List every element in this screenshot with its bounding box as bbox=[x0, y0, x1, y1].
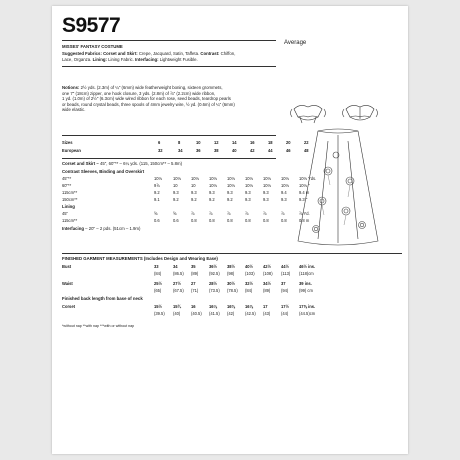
measure-cell: (42.5) bbox=[245, 311, 256, 316]
yardage-cell: 10⅛ bbox=[227, 183, 235, 188]
divider bbox=[62, 66, 276, 67]
size-cell: 6 bbox=[158, 140, 161, 145]
notions-line: one 7" (18cm) zipper, one hook closure, 3 yds. (2.8m) of ⅞" (2.2cm) wide ribbon, bbox=[62, 90, 216, 96]
corset-skirt-label: Corset and Skirt – bbox=[62, 161, 99, 166]
notions-line: wide elastic. bbox=[62, 107, 86, 113]
yardage-cell: 9.3 " bbox=[299, 197, 308, 202]
yardage-cell: ⅞ bbox=[209, 211, 213, 216]
interfacing-text: Lightweight Fusible. bbox=[158, 56, 198, 62]
interfacing-label: Interfacing: bbox=[133, 56, 159, 62]
measure-cell: (44) bbox=[281, 311, 289, 316]
yardage-cell: 0.8 bbox=[263, 218, 269, 223]
yardage-cell: ⅞ bbox=[227, 211, 231, 216]
measure-cell: 44½ bbox=[281, 264, 289, 269]
size-cell: 10 bbox=[196, 140, 201, 145]
yardage-cell: ⅞ bbox=[191, 211, 195, 216]
yardage-cell: 9.2 bbox=[173, 197, 179, 202]
yardage-cell: 10⅛ bbox=[209, 176, 217, 181]
notions bbox=[62, 85, 278, 113]
yardage-cell: 0.8 bbox=[191, 218, 197, 223]
yardage-cell: 10⅛ " bbox=[299, 183, 310, 188]
measure-cell: (113) bbox=[281, 271, 291, 276]
measure-cell: (98) bbox=[227, 271, 235, 276]
size-cell: 48 bbox=[304, 148, 309, 153]
row-label: 45"** bbox=[62, 176, 72, 181]
measure-cell: (86.5) bbox=[173, 271, 184, 276]
measure-cell: 16⅛ bbox=[209, 304, 217, 309]
yardage-cell: 9.4 bbox=[281, 190, 287, 195]
pattern-number: S9577 bbox=[62, 14, 121, 37]
footnote: *without nap **with nap ***with or without nap bbox=[62, 324, 135, 328]
measure-cell: 16⅜ bbox=[227, 304, 235, 309]
yardage-cell: 0.6 bbox=[173, 218, 179, 223]
bust-label: Bust bbox=[62, 264, 72, 269]
size-cell: 20 bbox=[286, 140, 291, 145]
measure-cell: (84) bbox=[154, 271, 162, 276]
pattern-title: MISSES' FANTASY COSTUME bbox=[62, 44, 123, 49]
yardage-cell: 9.2 bbox=[191, 197, 197, 202]
measure-cell: (118)cm bbox=[299, 271, 314, 276]
yardage-cell: 0.8 bbox=[281, 218, 287, 223]
divider bbox=[62, 253, 402, 254]
yardage-cell: 9.3 bbox=[209, 190, 215, 195]
notions-line: or beads, round crystal beads, three spools of 4mm jewelry wire, ½ yd. (0.6m) of ¼" (6mm) bbox=[62, 101, 235, 107]
measure-cell: (44.5)cm bbox=[299, 311, 316, 316]
measure-cell: 33 bbox=[154, 264, 159, 269]
measure-cell: (39.5) bbox=[154, 311, 165, 316]
yardage-cell: 10⅛ bbox=[173, 176, 181, 181]
yardage-cell: 9⅞ bbox=[154, 183, 160, 188]
suggested-fabrics bbox=[62, 51, 278, 62]
yardage-cell: 10⅛ bbox=[154, 176, 162, 181]
measure-cell: 25½ bbox=[154, 281, 162, 286]
yardage-cell: 10⅛ bbox=[191, 176, 199, 181]
contrast-label: Contrast: bbox=[199, 51, 220, 56]
row-label: 115cm** bbox=[62, 218, 78, 223]
measure-cell: (84) bbox=[245, 288, 253, 293]
corset-back-sketch bbox=[343, 105, 378, 120]
yardage-cell: 10⅛ bbox=[263, 183, 271, 188]
corset-front-sketch bbox=[291, 105, 326, 123]
measure-cell: 36½ bbox=[209, 264, 217, 269]
measure-cell: (89) bbox=[191, 271, 199, 276]
yardage-cell: 9.3 bbox=[281, 197, 287, 202]
measure-cell: 37 bbox=[281, 281, 286, 286]
interfacing-yardage bbox=[62, 226, 140, 232]
size-cell: 12 bbox=[214, 140, 219, 145]
measure-cell: 17½ bbox=[281, 304, 289, 309]
size-cell: 22 bbox=[304, 140, 309, 145]
divider bbox=[62, 158, 276, 159]
corset-label: Corset bbox=[62, 304, 75, 309]
yardage-cell: 9.3 bbox=[227, 190, 233, 195]
notions-label: Notions: bbox=[62, 85, 80, 90]
size-cell: 38 bbox=[214, 148, 219, 153]
corset-skirt-text: 45", 60"** – 6¼ yds. (115, 150cm** – 5.8m) bbox=[98, 161, 183, 166]
european-label: European bbox=[62, 148, 81, 153]
yardage-cell: 9.3 bbox=[263, 197, 269, 202]
beaded-strands bbox=[322, 175, 350, 225]
yardage-cell: 10⅛ bbox=[227, 176, 235, 181]
measure-cell: 32½ bbox=[245, 281, 253, 286]
yardage-cell: 10⅛ bbox=[281, 176, 289, 181]
measure-cell: 42½ bbox=[263, 264, 271, 269]
measure-cell: 46½ ins. bbox=[299, 264, 316, 269]
measure-cell: (94) bbox=[281, 288, 289, 293]
measure-cell: 16 bbox=[191, 304, 196, 309]
measure-cell: 15¾ bbox=[173, 304, 181, 309]
yardage-cell: 9.3 bbox=[191, 190, 197, 195]
size-cell: 40 bbox=[232, 148, 237, 153]
rose-decoration bbox=[313, 152, 366, 233]
measure-cell: 16⅞ bbox=[245, 304, 253, 309]
lining-label: Lining: bbox=[91, 56, 107, 62]
size-cell: 42 bbox=[250, 148, 255, 153]
yardage-cell: 9.2 bbox=[209, 197, 215, 202]
yardage-cell: 9.3 bbox=[245, 190, 251, 195]
yardage-cell: 0.8 m bbox=[299, 218, 310, 223]
yardage-cell: 10 bbox=[191, 183, 196, 188]
yardage-cell: 10⅛ bbox=[209, 183, 217, 188]
interfacing-row-text: – 20" – 2 pds. (51cm – 1.9m) bbox=[83, 226, 141, 231]
yardage-cell: 0.8 bbox=[245, 218, 251, 223]
yardage-cell: 10⅛ bbox=[245, 183, 253, 188]
measure-cell: 39 ins. bbox=[299, 281, 312, 286]
notions-line: 2½ yds. (2.3m) of ¼" (6mm) wide featherweight boning, sixteen grommets, bbox=[79, 85, 223, 90]
measure-cell: (43) bbox=[263, 311, 271, 316]
measure-cell: 38½ bbox=[227, 264, 235, 269]
yardage-cell: 9.3 bbox=[263, 190, 269, 195]
lining-section-title: Lining bbox=[62, 204, 75, 209]
measure-cell: 17 bbox=[263, 304, 268, 309]
measure-cell: 30½ bbox=[227, 281, 235, 286]
costume-illustration bbox=[288, 101, 398, 251]
measure-cell: 34 bbox=[173, 264, 178, 269]
interfacing-row-label: Interfacing bbox=[62, 226, 84, 231]
contrast-section-title: Contrast Sleeves, Binding and Overskirt bbox=[62, 169, 145, 174]
corset-skirt-yardage bbox=[62, 161, 182, 167]
measure-cell: (78.5) bbox=[227, 288, 238, 293]
fabrics-line2: Lace, Organza. bbox=[62, 56, 92, 62]
measure-cell: (92.5) bbox=[209, 271, 220, 276]
measure-cell: (67.5) bbox=[173, 288, 184, 293]
size-range-label: Average bbox=[284, 40, 307, 46]
measure-cell: 27 bbox=[191, 281, 196, 286]
measure-cell: 40½ bbox=[245, 264, 253, 269]
measure-cell: 34½ bbox=[263, 281, 271, 286]
measure-cell: 17⅝ ins. bbox=[299, 304, 316, 309]
size-cell: 16 bbox=[250, 140, 255, 145]
yardage-cell: ⅞ bbox=[245, 211, 249, 216]
yardage-cell: 10⅛ bbox=[245, 176, 253, 181]
size-cell: 32 bbox=[158, 148, 163, 153]
waist-label: Waist bbox=[62, 281, 73, 286]
notions-line: 1 yd. (1.0m) of 2½" (6.3cm) wide wired ribbon for each rose, seed beads, teardrop pearls bbox=[62, 96, 231, 102]
finished-measurements-title: FINISHED GARMENT MEASUREMENTS (Includes Design and Wearing Ease) bbox=[62, 256, 218, 261]
measure-cell: (73.5) bbox=[209, 288, 220, 293]
size-cell: 36 bbox=[196, 148, 201, 153]
measure-cell: (89) bbox=[263, 288, 271, 293]
yardage-cell: 10⅛ bbox=[281, 183, 289, 188]
size-cell: 44 bbox=[268, 148, 273, 153]
size-cell: 34 bbox=[178, 148, 183, 153]
lining-text: Lining Fabric. bbox=[106, 56, 134, 62]
pattern-envelope-back bbox=[52, 6, 408, 454]
yardage-cell: 9.4 m bbox=[299, 190, 310, 195]
size-cell: 18 bbox=[268, 140, 273, 145]
row-label: 60"** bbox=[62, 183, 72, 188]
measure-cell: (65) bbox=[154, 288, 162, 293]
size-cell: 8 bbox=[178, 140, 181, 145]
yardage-cell: 9.2 bbox=[154, 190, 160, 195]
measure-cell: (71) bbox=[191, 288, 199, 293]
yardage-cell: 9.1 bbox=[154, 197, 160, 202]
measure-cell: (41.5) bbox=[209, 311, 220, 316]
yardage-cell: 0.8 bbox=[227, 218, 233, 223]
measure-cell: (40) bbox=[173, 311, 181, 316]
contrast-text: Chiffon, bbox=[219, 51, 236, 56]
measure-cell: (108) bbox=[263, 271, 273, 276]
skirt-sketch bbox=[298, 129, 378, 245]
yardage-cell: 0.8 bbox=[209, 218, 215, 223]
back-length-title: Finished back length from base of neck bbox=[62, 296, 143, 301]
divider bbox=[62, 40, 276, 41]
yardage-cell: ⅞ bbox=[263, 211, 267, 216]
measure-cell: (40.5) bbox=[191, 311, 202, 316]
size-cell: 46 bbox=[286, 148, 291, 153]
yardage-cell: 9.3 bbox=[173, 190, 179, 195]
fabrics-label: Suggested Fabrics: Corset and Skirt: bbox=[62, 51, 138, 56]
row-label: 45" bbox=[62, 211, 69, 216]
yardage-cell: 10 bbox=[173, 183, 178, 188]
row-label: 150cm** bbox=[62, 197, 78, 202]
fabrics-text: Crepe, Jacquard, Satin, Taffeta. bbox=[137, 51, 200, 56]
row-label: 115cm** bbox=[62, 190, 78, 195]
measure-cell: 28½ bbox=[209, 281, 217, 286]
yardage-cell: 9.2 bbox=[227, 197, 233, 202]
measure-cell: 15½ bbox=[154, 304, 162, 309]
yardage-cell: 0.6 bbox=[154, 218, 160, 223]
measure-cell: 27½ bbox=[173, 281, 181, 286]
yardage-cell: ⅞ bbox=[281, 211, 285, 216]
sizes-label: Sizes bbox=[62, 140, 73, 145]
yardage-cell: 9.3 bbox=[245, 197, 251, 202]
size-cell: 14 bbox=[232, 140, 237, 145]
measure-cell: (103) bbox=[245, 271, 255, 276]
yardage-cell: ⅞ Yd. bbox=[299, 211, 310, 216]
yardage-cell: 10⅛ Yds. bbox=[299, 176, 317, 181]
measure-cell: 35 bbox=[191, 264, 196, 269]
divider bbox=[62, 135, 276, 136]
yardage-cell: ⅝ bbox=[154, 211, 158, 216]
measure-cell: (42) bbox=[227, 311, 235, 316]
yardage-cell: 10⅛ bbox=[263, 176, 271, 181]
measure-cell: (99) cm bbox=[299, 288, 313, 293]
yardage-cell: ⅝ bbox=[173, 211, 177, 216]
